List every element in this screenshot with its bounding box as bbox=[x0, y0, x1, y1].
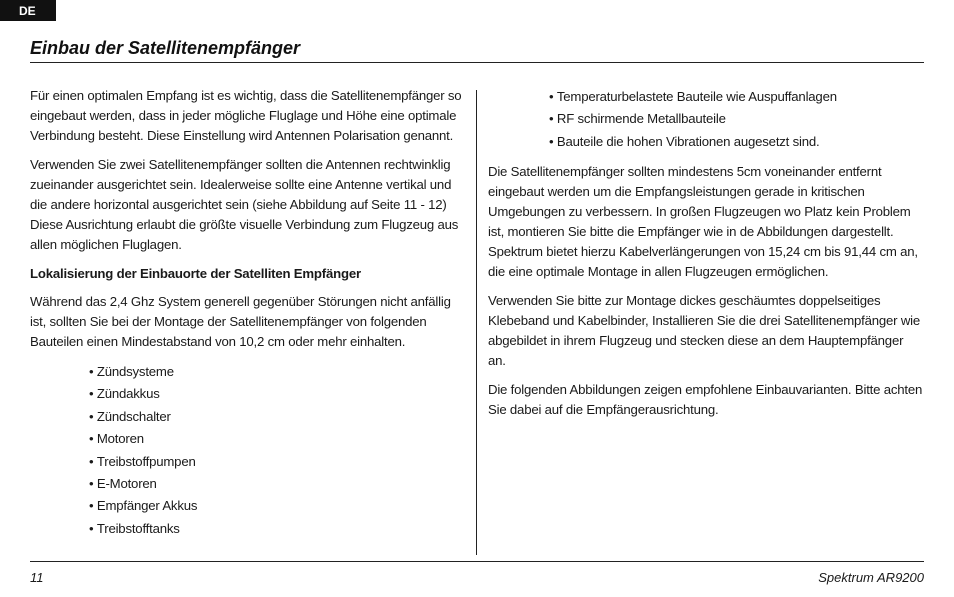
list-item: • Zündakkus bbox=[89, 383, 465, 405]
section-heading: Lokalisierung der Einbauorte der Satelliten Empfänger bbox=[30, 266, 361, 281]
figures-paragraph: Die folgenden Abbildungen zeigen empfohlene Einbauvarianten. Bitte achten Sie dabei auf die Empfängerausrichtung. bbox=[488, 382, 923, 418]
mounting-paragraph: Verwenden Sie bitte zur Montage dickes geschäumtes doppelseitiges Klebeband und Kabelbinder, Installieren Sie die drei Satellitenempfänger wie abgebildet in ihrem Flugzeug und stecken diese an dem Hauptempfänger an. bbox=[488, 293, 921, 369]
list-item: • E-Motoren bbox=[89, 473, 465, 495]
list-item: • Motoren bbox=[89, 428, 465, 450]
intro-paragraph: Für einen optimalen Empfang ist es wichtig, dass die Satellitenempfänger so eingebaut werden, dass in jeder mögliche Fluglage und Höhe eine optimale Verbindung besteht. Diese Einstellung wird Antennen Polarisation genannt. bbox=[30, 88, 462, 143]
component-list bbox=[30, 361, 465, 540]
spacing-paragraph: Die Satellitenempfänger sollten mindestens 5cm voneinander entfernt eingebaut werden um die Empfangsleistungen gerade in kritischen Umgebungen zu verbessern. In großen Flugzeugen wo Platz kein Problem ist, montieren Sie bitte die Empfänger wie in de Abbildungen dargestellt. Spektrum bietet hierzu Kabelverlängerungen von 15,24 cm bis 91,44 cm an, die eine optimale Montage in allen Flugzeugen ermöglichen. bbox=[488, 164, 918, 280]
left-column bbox=[30, 86, 465, 549]
column-divider bbox=[476, 90, 477, 555]
antenna-orientation-paragraph: Verwenden Sie zwei Satellitenempfänger sollten die Antennen rechtwinklig zueinander ausgerichtet sein. Idealerweise sollte eine Antenne vertikal und die andere horizontal ausgerichtet sein (siehe Abbildung auf Seite 11 - 12) Diese Ausrichtung erlaubt die größte visuelle Verbindung zum Flugzeug aus allen möglichen Fluglagen. bbox=[30, 157, 459, 252]
list-item: • Zündsysteme bbox=[89, 361, 465, 383]
page-number: 11 bbox=[30, 570, 44, 585]
component-list-continued bbox=[488, 86, 924, 153]
list-item: • RF schirmende Metallbauteile bbox=[549, 108, 924, 130]
title-divider bbox=[30, 62, 924, 63]
list-item: • Treibstoffpumpen bbox=[89, 451, 465, 473]
list-item: • Temperaturbelastete Bauteile wie Auspuffanlagen bbox=[549, 86, 924, 108]
language-tab: DE bbox=[0, 0, 56, 21]
distance-paragraph: Während das 2,4 Ghz System generell gegenüber Störungen nicht anfällig ist, sollten Sie bei der Montage der Satellitenempfänger von folgenden Bauteilen einen Mindestabstand von 10,2 cm oder mehr einhalten. bbox=[30, 294, 451, 349]
product-name: Spektrum AR9200 bbox=[818, 570, 924, 585]
list-item: • Bauteile die hohen Vibrationen augesetzt sind. bbox=[549, 131, 924, 153]
right-column bbox=[488, 86, 924, 429]
page-title: Einbau der Satellitenempfänger bbox=[30, 38, 301, 58]
list-item: • Treibstofftanks bbox=[89, 518, 465, 540]
list-item: • Empfänger Akkus bbox=[89, 495, 465, 517]
footer-divider bbox=[30, 561, 924, 562]
list-item: • Zündschalter bbox=[89, 406, 465, 428]
